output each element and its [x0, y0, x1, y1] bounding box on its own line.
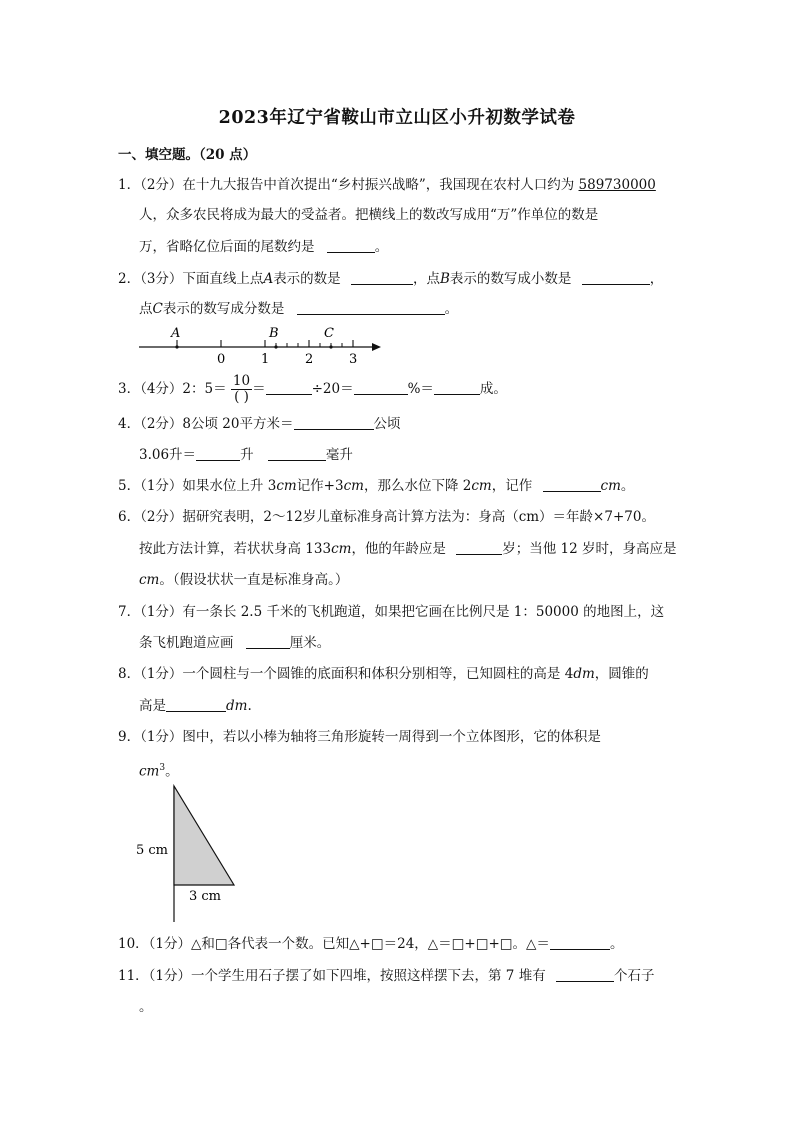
- question-6-line-3: cm。（假设状状一直是标准身高。）: [139, 572, 349, 588]
- number-line: [135, 322, 395, 368]
- answer-blank[interactable]: [327, 238, 375, 253]
- answer-blank[interactable]: [266, 380, 312, 395]
- point-label-c: C: [324, 326, 334, 341]
- question-8-line-2: 高是 dm.: [139, 698, 252, 714]
- question-10: 10．（1分）△和□各代表一个数。已知△+□＝24，△＝□+□+□。△＝ 。: [118, 936, 624, 952]
- question-7-line-2: 条飞机跑道应画 厘米。: [139, 635, 331, 651]
- page-title: 2023年辽宁省鞍山市立山区小升初数学试卷: [218, 108, 576, 128]
- answer-blank[interactable]: [582, 270, 650, 285]
- tick-label-2: 2: [305, 352, 314, 367]
- answer-blank[interactable]: [434, 380, 480, 395]
- question-3: 3．（4分）2：5＝ $\frac{10}{( )}$ ＝ ÷20＝ %＝ 成。: [118, 373, 507, 405]
- right-triangle: [174, 786, 234, 885]
- question-1-line-1: 1．（2分）在十九大报告中首次提出“乡村振兴战略”，我国现在农村人口约为 589730000: [118, 177, 656, 193]
- point-label-a: A: [171, 326, 181, 341]
- question-6-line-1: 6．（2分）据研究表明，2～12岁儿童标准身高计算方法为：身高（cm）＝年龄×7+70。: [118, 509, 655, 525]
- answer-blank[interactable]: [294, 415, 374, 430]
- underlined-number: 589730000: [578, 177, 656, 193]
- answer-blank[interactable]: [166, 697, 226, 712]
- question-8-line-1: 8．（1分）一个圆柱与一个圆锥的底面积和体积分别相等，已知圆柱的高是 4dm，圆锥的: [118, 666, 649, 682]
- question-9-line-2: $cm^3$。: [139, 763, 179, 780]
- question-11-line-2: 。: [139, 999, 153, 1015]
- answer-blank[interactable]: [297, 300, 445, 315]
- question-2-line-2: 点C表示的数写成分数是 。: [139, 301, 459, 317]
- answer-blank[interactable]: [196, 446, 240, 461]
- section-heading: 一、填空题。（20 点）: [118, 147, 257, 163]
- question-6-line-2: 按此方法计算，若状状身高 133cm，他的年龄应是 岁；当他 12 岁时，身高应是: [139, 541, 677, 557]
- triangle-figure: [132, 782, 252, 926]
- question-4-line-1: 4．（2分）8公顷 20平方米＝ 公顷: [118, 416, 401, 432]
- tick-label-0: 0: [217, 352, 226, 367]
- answer-blank[interactable]: [354, 380, 408, 395]
- answer-blank[interactable]: [543, 477, 601, 492]
- question-1-line-3: 万，省略亿位后面的尾数约是 。: [139, 239, 389, 255]
- question-9-line-1: 9．（1分）图中，若以小棒为轴将三角形旋转一周得到一个立体图形，它的体积是: [118, 729, 601, 745]
- answer-blank[interactable]: [268, 446, 326, 461]
- answer-blank[interactable]: [351, 270, 413, 285]
- question-7-line-1: 7．（1分）有一条长 2.5 千米的飞机跑道，如果把它画在比例尺是 1：50000 的地图上，这: [118, 604, 665, 620]
- tick-label-3: 3: [349, 352, 358, 367]
- answer-blank[interactable]: [456, 540, 502, 555]
- base-label: 3 cm: [189, 889, 222, 904]
- tick-label-1: 1: [261, 352, 270, 367]
- question-4-line-2: 3.06升＝ 升 毫升: [139, 447, 353, 463]
- question-1-line-2: 人，众多农民将成为最大的受益者。把横线上的数改写成用“万”作单位的数是: [139, 207, 599, 223]
- question-2-line-1: 2．（3分）下面直线上点A表示的数是 ，点B表示的数写成小数是 ，: [118, 271, 664, 287]
- height-label: 5 cm: [136, 843, 169, 858]
- point-label-b: B: [269, 326, 279, 341]
- answer-blank[interactable]: [556, 967, 614, 982]
- fraction: $\frac{10}{( )}$: [232, 373, 251, 405]
- question-11-line-1: 11．（1分）一个学生用石子摆了如下四堆，按照这样摆下去，第 7 堆有 个石子: [118, 968, 655, 984]
- answer-blank[interactable]: [246, 634, 290, 649]
- question-5: 5．（1分）如果水位上升 3cm记作+3cm，那么水位下降 2cm，记作 cm。: [118, 478, 635, 494]
- answer-blank[interactable]: [550, 935, 610, 950]
